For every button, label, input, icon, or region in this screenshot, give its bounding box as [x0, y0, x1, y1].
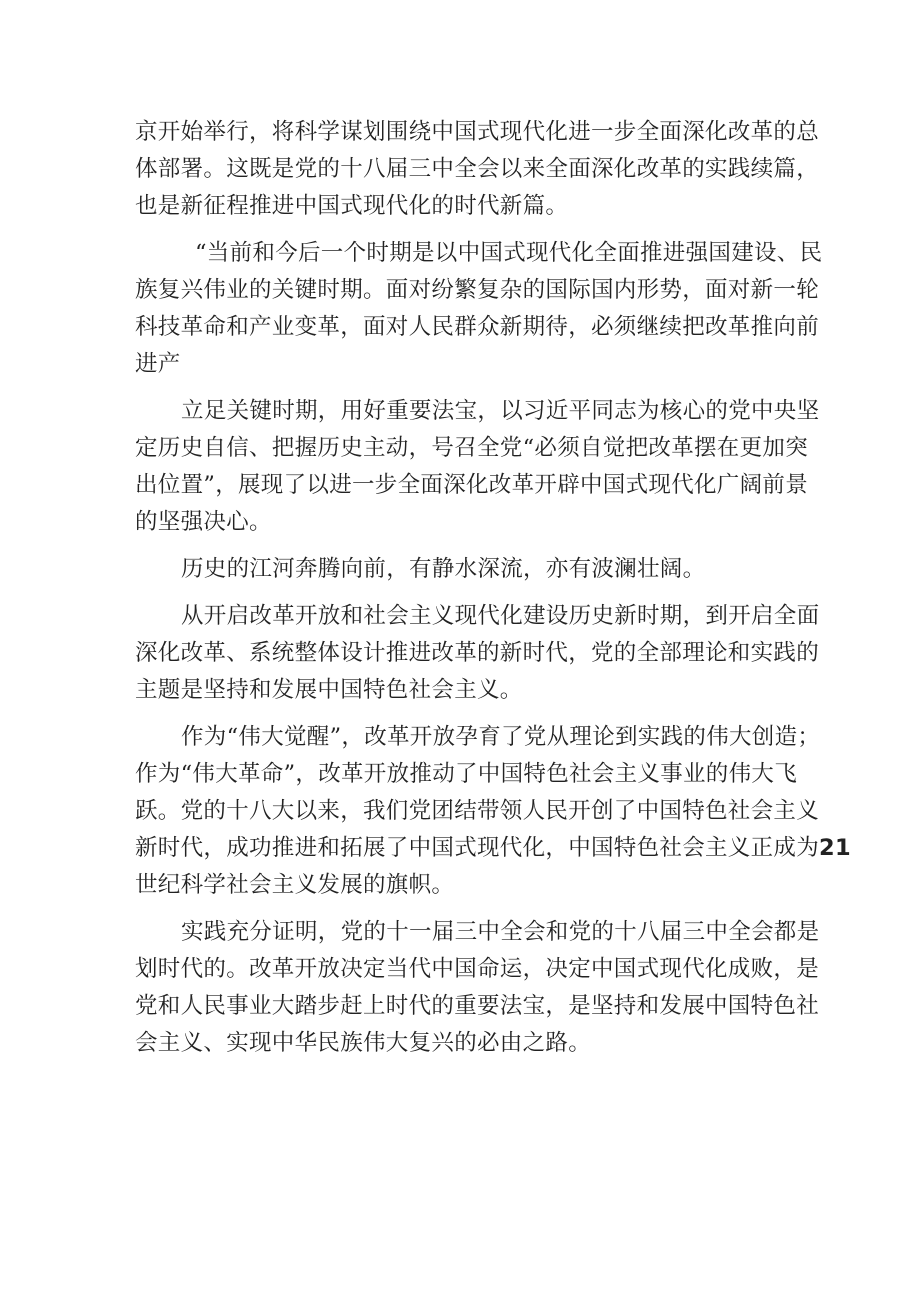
text-line: 深化改革、系统整体设计推进改革的新时代，党的全部理论和实践的	[135, 640, 820, 666]
paragraph	[135, 598, 820, 709]
text-line: 立足关键时期，用好重要法宝，以习近平同志为核心的党中央坚	[181, 398, 820, 424]
text-line: 作为“伟大觉醒”，改革开放孕育了党从理论到实践的伟大创造；	[181, 724, 821, 750]
paragraph	[135, 114, 820, 225]
text-line: 新时代，成功推进和拓展了中国式现代化，中国特色社会主义正成为21	[135, 835, 851, 861]
text-line: 世纪科学社会主义发展的旗帜。	[135, 872, 455, 898]
text-line: “当前和今后一个时期是以中国式现代化全面推进强国建设、民	[195, 240, 823, 266]
text-line: 定历史自信、把握历史主动，号召全党“必须自觉把改革摆在更加突	[135, 435, 809, 461]
text-line: 党和人民事业大踏步赶上时代的重要法宝，是坚持和发展中国特色社	[135, 993, 820, 1019]
text-line: 科技革命和产业变革，面对人民群众新期待，必须继续把改革推向前	[135, 314, 820, 340]
text-line: 体部署。这既是党的十八届三中全会以来全面深化改革的实践续篇，	[135, 156, 820, 182]
text-line: 进产	[135, 351, 181, 377]
text-line: 主题是坚持和发展中国特色社会主义。	[135, 677, 523, 703]
text-line: 作为“伟大革命”，改革开放推动了中国特色社会主义事业的伟大飞	[135, 761, 798, 787]
text-line: 实践充分证明，党的十一届三中全会和党的十八届三中全会都是	[181, 919, 820, 945]
text-line: 跃。党的十八大以来，我们党团结带领人民开创了中国特色社会主义	[135, 798, 820, 824]
text-line: 的坚强决心。	[135, 509, 272, 535]
paragraph	[135, 235, 823, 383]
text-line: 出位置”，展现了以进一步全面深化改革开辟中国式现代化广阔前景	[135, 472, 809, 498]
text-line: 从开启改革开放和社会主义现代化建设历史新时期，到开启全面	[181, 603, 820, 629]
text-line: 族复兴伟业的关键时期。面对纷繁复杂的国际国内形势，面对新一轮	[135, 277, 820, 303]
paragraph	[135, 914, 820, 1062]
text-line: 会主义、实现中华民族伟大复兴的必由之路。	[135, 1030, 592, 1056]
text-line: 也是新征程推进中国式现代化的时代新篇。	[135, 193, 569, 219]
paragraph	[135, 719, 851, 904]
article-body	[135, 114, 851, 1072]
text-line: 京开始举行，将科学谋划围绕中国式现代化进一步全面深化改革的总	[135, 119, 820, 145]
text-line: 历史的江河奔腾向前，有静水深流，亦有波澜壮阔。	[181, 556, 706, 582]
text-line: 划时代的。改革开放决定当代中国命运，决定中国式现代化成败，是	[135, 956, 820, 982]
paragraph	[135, 551, 795, 588]
paragraph	[135, 393, 820, 541]
